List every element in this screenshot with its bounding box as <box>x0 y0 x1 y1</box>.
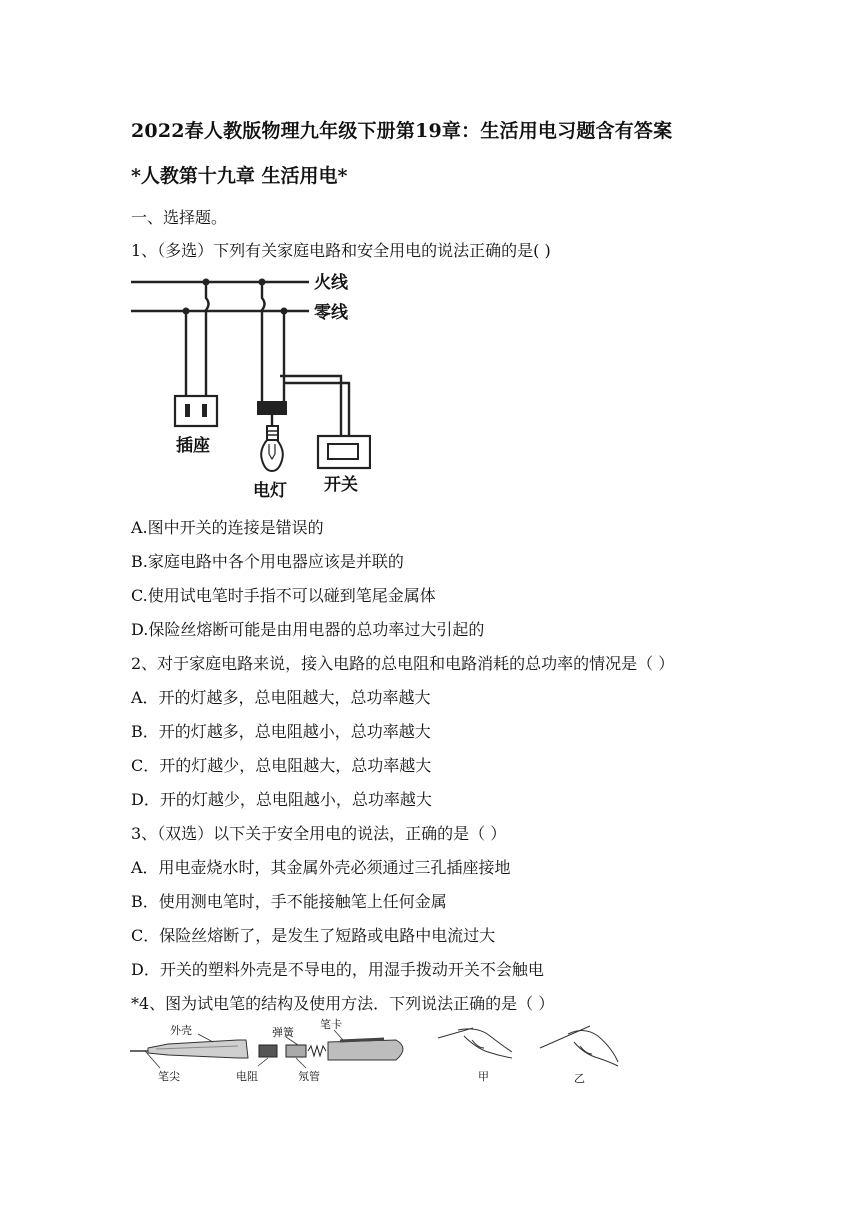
hand-yi-illustration <box>540 1026 618 1066</box>
circuit-diagram <box>131 268 371 503</box>
resistor-label: 电阻 <box>236 1070 258 1083</box>
test-pen-diagram <box>128 1018 628 1088</box>
question-1-option-b: B.家庭电路中各个用电器应该是并联的 <box>131 552 404 571</box>
tip-label: 笔尖 <box>158 1070 180 1083</box>
question-3-option-a: A．用电壶烧水时，其金属外壳必须通过三孔插座接地 <box>131 858 511 877</box>
question-2-option-a: A．开的灯越多，总电阻越大，总功率越大 <box>131 688 431 707</box>
spring-label: 弹簧 <box>272 1026 294 1039</box>
neon-tube-part <box>286 1045 306 1057</box>
lamp-label: 电灯 <box>253 481 287 501</box>
hand-jia-illustration <box>438 1028 512 1058</box>
question-1-option-d: D.保险丝熔断可能是由用电器的总功率过大引起的 <box>131 620 485 639</box>
question-2-option-c: C．开的灯越少，总电阻越大，总功率越大 <box>131 756 432 775</box>
question-1-option-c: C.使用试电笔时手指不可以碰到笔尾金属体 <box>131 586 436 605</box>
socket-box <box>175 396 217 426</box>
question-3-option-d: D．开关的塑料外壳是不导电的，用湿手拨动开关不会触电 <box>131 960 544 979</box>
shell-label: 外壳 <box>170 1024 192 1037</box>
question-2-option-d: D．开的灯越少，总电阻越小，总功率越大 <box>131 790 432 809</box>
pen-cap <box>328 1040 403 1060</box>
document-subtitle: *人教第十九章 生活用电* <box>131 165 348 187</box>
live-wire-label: 火线 <box>314 273 348 293</box>
yi-label: 乙 <box>574 1072 585 1085</box>
resistor-part <box>259 1045 277 1057</box>
section-heading: 一、选择题。 <box>131 208 228 227</box>
lamp-holder <box>257 401 287 415</box>
document-title: 2022春人教版物理九年级下册第19章：生活用电习题含有答案 <box>131 120 673 142</box>
question-3-option-c: C．保险丝熔断了，是发生了短路或电路中电流过大 <box>131 926 496 945</box>
switch-label: 开关 <box>324 475 358 495</box>
lamp-bulb <box>261 440 283 471</box>
jia-label: 甲 <box>478 1070 489 1083</box>
clip-label: 笔卡 <box>320 1018 342 1031</box>
question-1-stem: 1、（多选）下列有关家庭电路和安全用电的说法正确的是( ) <box>131 241 551 260</box>
neon-label: 氖管 <box>298 1070 320 1083</box>
neutral-wire-label: 零线 <box>314 303 348 323</box>
question-3-stem: 3、（双选）以下关于安全用电的说法，正确的是（ ） <box>131 824 507 843</box>
question-3-option-b: B．使用测电笔时，手不能接触笔上任何金属 <box>131 892 447 911</box>
question-1-option-a: A.图中开关的连接是错误的 <box>131 518 324 537</box>
socket-label: 插座 <box>176 436 210 456</box>
question-4-stem: *4、图为试电笔的结构及使用方法．下列说法正确的是（ ） <box>131 994 555 1013</box>
question-2-stem: 2、对于家庭电路来说，接入电路的总电阻和电路消耗的总功率的情况是（ ） <box>131 654 675 673</box>
question-2-option-b: B．开的灯越多，总电阻越小，总功率越大 <box>131 722 431 741</box>
